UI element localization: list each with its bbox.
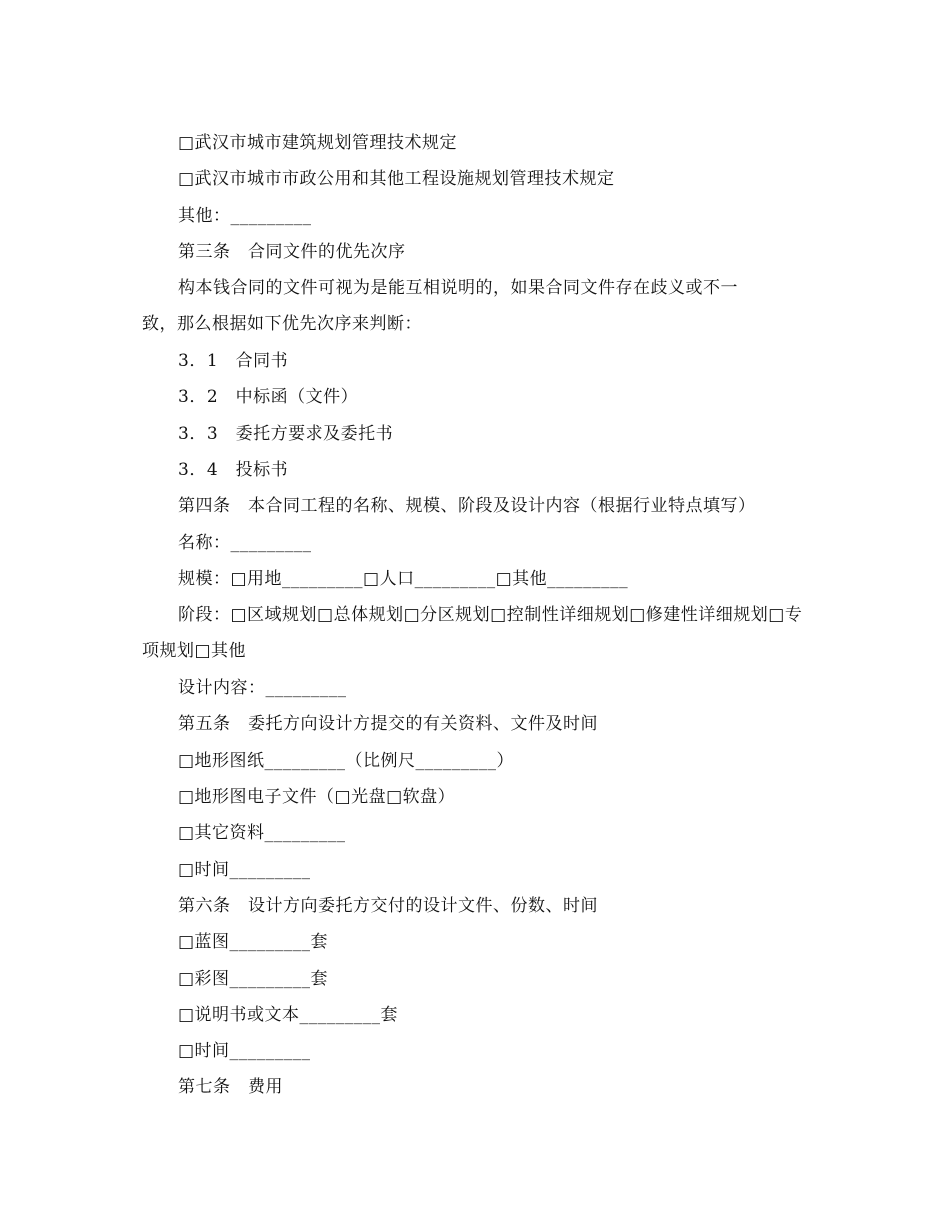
checkbox-line: □地形图电子文件（□光盘□软盘）: [178, 787, 456, 807]
paragraph-line: 构本钱合同的文件可视为是能互相说明的，如果合同文件存在歧义或不一: [178, 278, 738, 298]
checkbox-line: □其它资料_________: [178, 823, 346, 843]
section-heading: 第六条 设计方向委托方交付的设计文件、份数、时间: [178, 896, 598, 916]
text-line: 名称：_________: [178, 533, 312, 553]
checkbox-line: □地形图纸_________（比例尺_________）: [178, 751, 515, 771]
checkbox-line: □时间_________: [178, 1041, 311, 1061]
text-line: 其他：_________: [178, 206, 312, 226]
text-line: □武汉市城市建筑规划管理技术规定: [178, 133, 458, 153]
list-item: 3．2 中标函（文件）: [178, 387, 359, 407]
checkbox-line: □说明书或文本_________套: [178, 1005, 399, 1025]
section-heading: 第四条 本合同工程的名称、规模、阶段及设计内容（根据行业特点填写）: [178, 496, 756, 516]
text-line: 设计内容：_________: [178, 678, 347, 698]
checkbox-line: □蓝图_________套: [178, 932, 329, 952]
list-item: 3．4 投标书: [178, 460, 289, 480]
checkbox-line: □彩图_________套: [178, 969, 329, 989]
section-heading: 第五条 委托方向设计方提交的有关资料、文件及时间: [178, 714, 598, 734]
section-heading: 第三条 合同文件的优先次序: [178, 242, 406, 262]
list-item: 3．3 委托方要求及委托书: [178, 424, 394, 444]
checkbox-line: □时间_________: [178, 860, 311, 880]
section-heading: 第七条 费用: [178, 1077, 283, 1097]
text-line: □武汉市城市市政公用和其他工程设施规划管理技术规定: [178, 169, 615, 189]
list-item: 3．1 合同书: [178, 351, 289, 371]
paragraph-line: 致，那么根据如下优先次序来判断：: [142, 314, 422, 334]
text-line: 规模：□用地_________□人口_________□其他_________: [178, 569, 629, 589]
paragraph-line: 阶段：□区域规划□总体规划□分区规划□控制性详细规划□修建性详细规划□专: [178, 605, 803, 625]
paragraph-line: 项规划□其他: [142, 641, 247, 661]
